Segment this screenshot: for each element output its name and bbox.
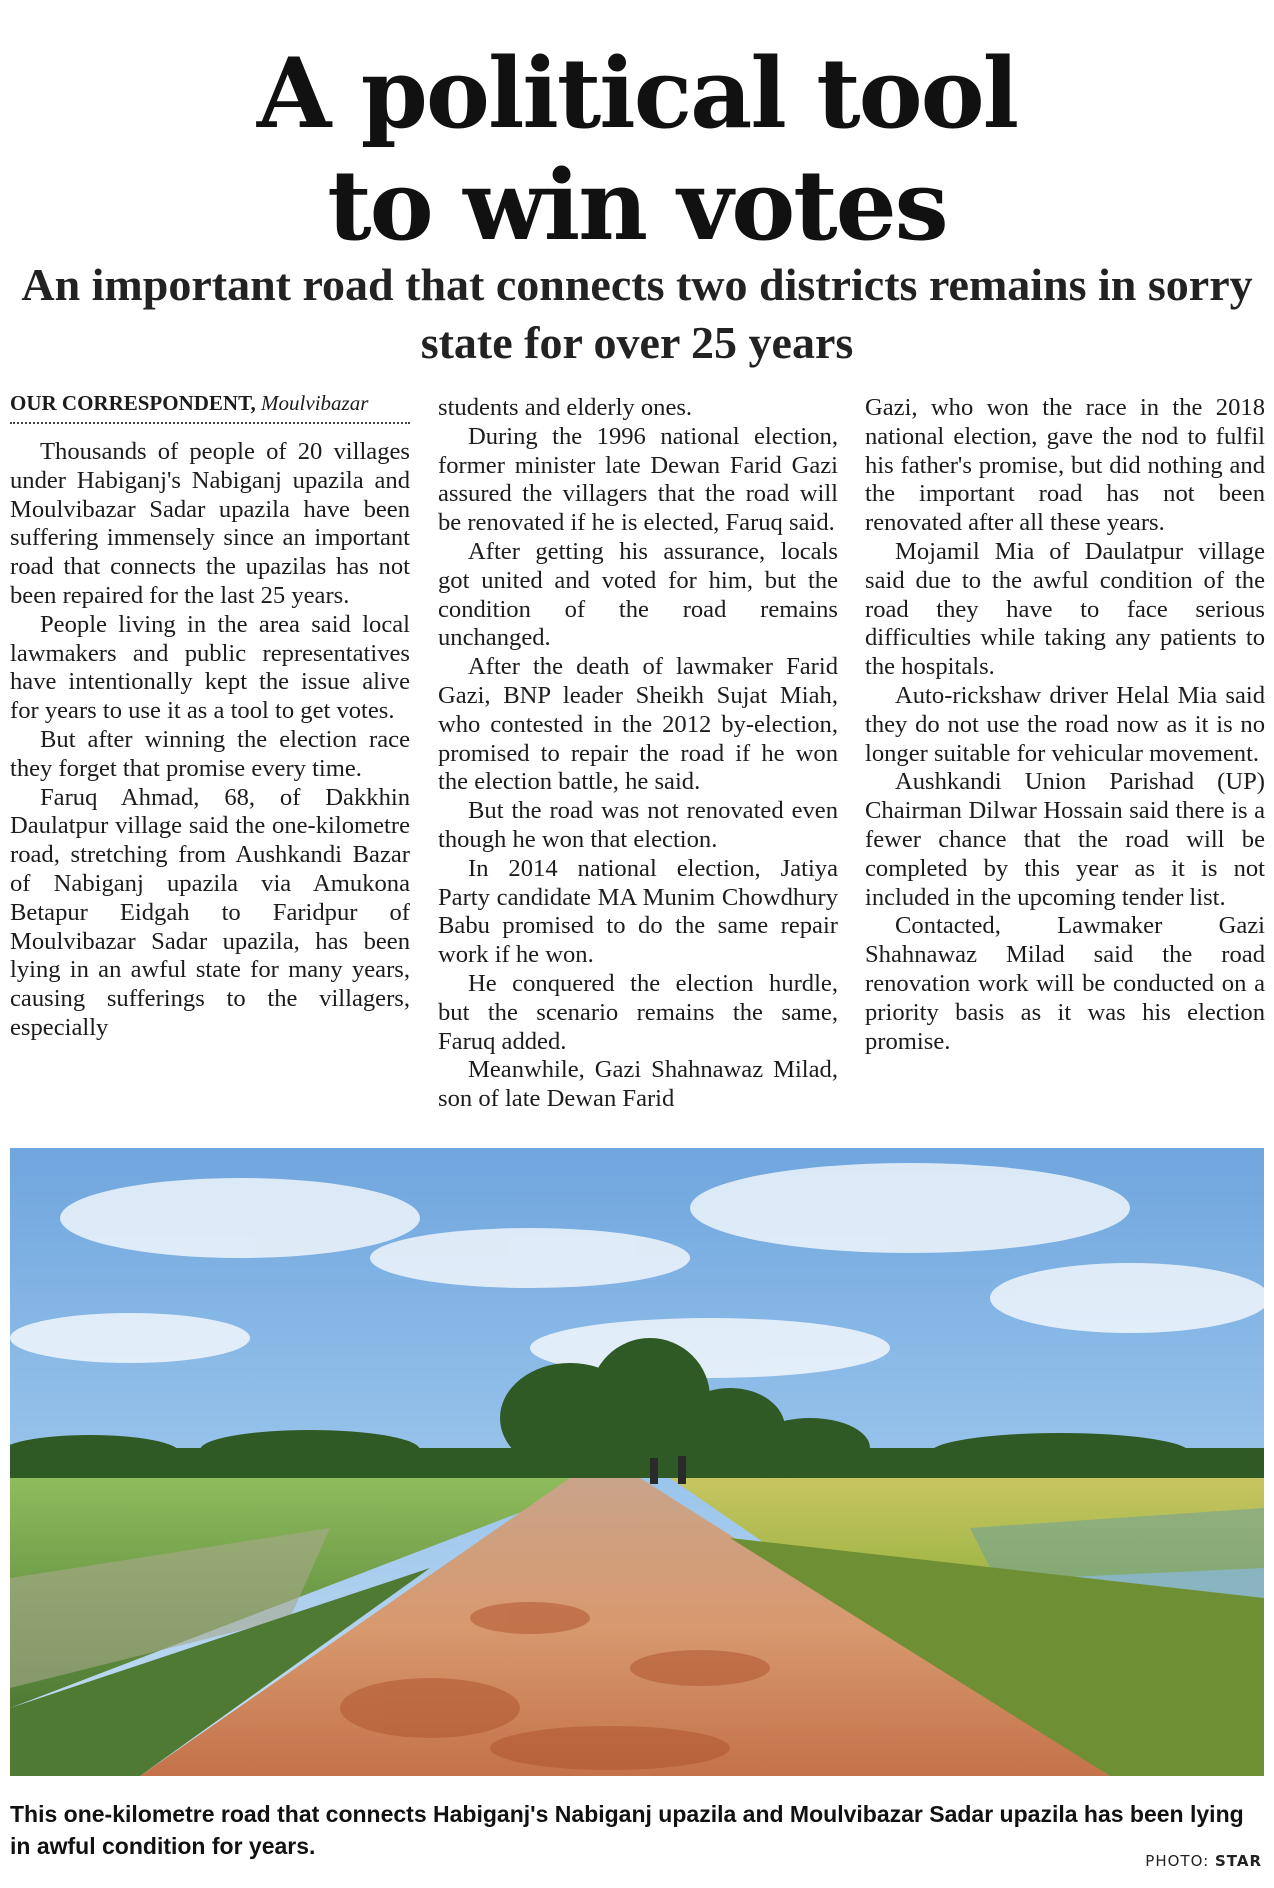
photo-caption: This one-kilometre road that connects Habiganj's Nabiganj upazila and Moulvibazar Sadar upazila has been lying in awful condition for years.: [10, 1801, 1244, 1859]
paragraph: But the road was not renovated even though he won that election.: [438, 797, 838, 853]
road-photo: [10, 1148, 1264, 1776]
paragraph: Aushkandi Union Parishad (UP) Chairman Dilwar Hossain said there is a fewer chance that the road will be completed by this year as it is not included in the upcoming tender list.: [865, 768, 1265, 911]
paragraph: Meanwhile, Gazi Shahnawaz Milad, son of late Dewan Farid: [438, 1056, 838, 1113]
paragraph: Gazi, who won the race in the 2018 national election, gave the nod to fulfil his father's promise, but did nothing and the important road has not been renovated after all these years.: [865, 394, 1265, 537]
paragraph: Faruq Ahmad, 68, of Dakkhin Daulatpur village said the one-kilometre road, stretching from Aushkandi Bazar of Nabiganj upazila via Amukona Betapur Eidgah to Faridpur of Moulvibazar Sadar upazila, has been lying in an awful state for many years, causing sufferings to the villagers, especially: [10, 783, 410, 1041]
road-photo-illustration: [10, 1148, 1264, 1776]
paragraph: He conquered the election hurdle, but the scenario remains the same, Faruq added.: [438, 969, 838, 1055]
paragraph: After the death of lawmaker Farid Gazi, BNP leader Sheikh Sujat Miah, who contested in the 2012 by-election, promised to repair the road if he won the election battle, he said.: [438, 653, 838, 796]
photo-credit: [1145, 1852, 1262, 1870]
article-column-3: [865, 394, 1265, 1124]
paragraph: During the 1996 national election, former minister late Dewan Farid Gazi assured the villagers that the road will be renovated if he is elected, Faruq said.: [438, 422, 838, 537]
article-column-2: [438, 394, 838, 1124]
byline: [10, 390, 410, 424]
headline-line-1: A political tool: [256, 37, 1018, 150]
paragraph: People living in the area said local lawmakers and public representatives have intentionally kept the issue alive for years to use it as a tool to get votes.: [10, 610, 410, 725]
byline-author: OUR CORRESPONDENT,: [10, 391, 256, 415]
byline-location: Moulvibazar: [261, 391, 369, 415]
paragraph: But after winning the election race they forget that promise every time.: [10, 725, 410, 782]
paragraph: In 2014 national election, Jatiya Party candidate MA Munim Chowdhury Babu promised to do the same repair work if he won.: [438, 854, 838, 969]
paragraph: Contacted, Lawmaker Gazi Shahnawaz Milad said the road renovation work will be conducted on a priority basis as it was his election promise.: [865, 912, 1265, 1055]
paragraph: Mojamil Mia of Daulatpur village said due to the awful condition of the road they have to face serious difficulties while taking any patients to the hospitals.: [865, 537, 1265, 681]
article-column-1: [10, 390, 410, 1120]
paragraph: Auto-rickshaw driver Helal Mia said they do not use the road now as it is no longer suitable for vehicular movement.: [865, 681, 1265, 767]
subheadline: An important road that connects two districts remains in sorry state for over 25 years: [21, 259, 1253, 368]
paragraph: After getting his assurance, locals got united and voted for him, but the condition of the road remains unchanged.: [438, 537, 838, 652]
headline-line-2: to win votes: [327, 149, 947, 262]
photo-credit-source: STAR: [1214, 1852, 1262, 1870]
article-body: [10, 390, 1264, 1120]
paragraph: students and elderly ones.: [438, 394, 693, 421]
paragraph: Thousands of people of 20 villages under Habiganj's Nabiganj upazila and Moulvibazar Sadar upazila have been suffering immensely since an important road that connects the upazilas has not been repaired for the last 25 years.: [10, 438, 410, 609]
photo-credit-label: PHOTO:: [1145, 1852, 1210, 1870]
headline: [0, 38, 1274, 262]
